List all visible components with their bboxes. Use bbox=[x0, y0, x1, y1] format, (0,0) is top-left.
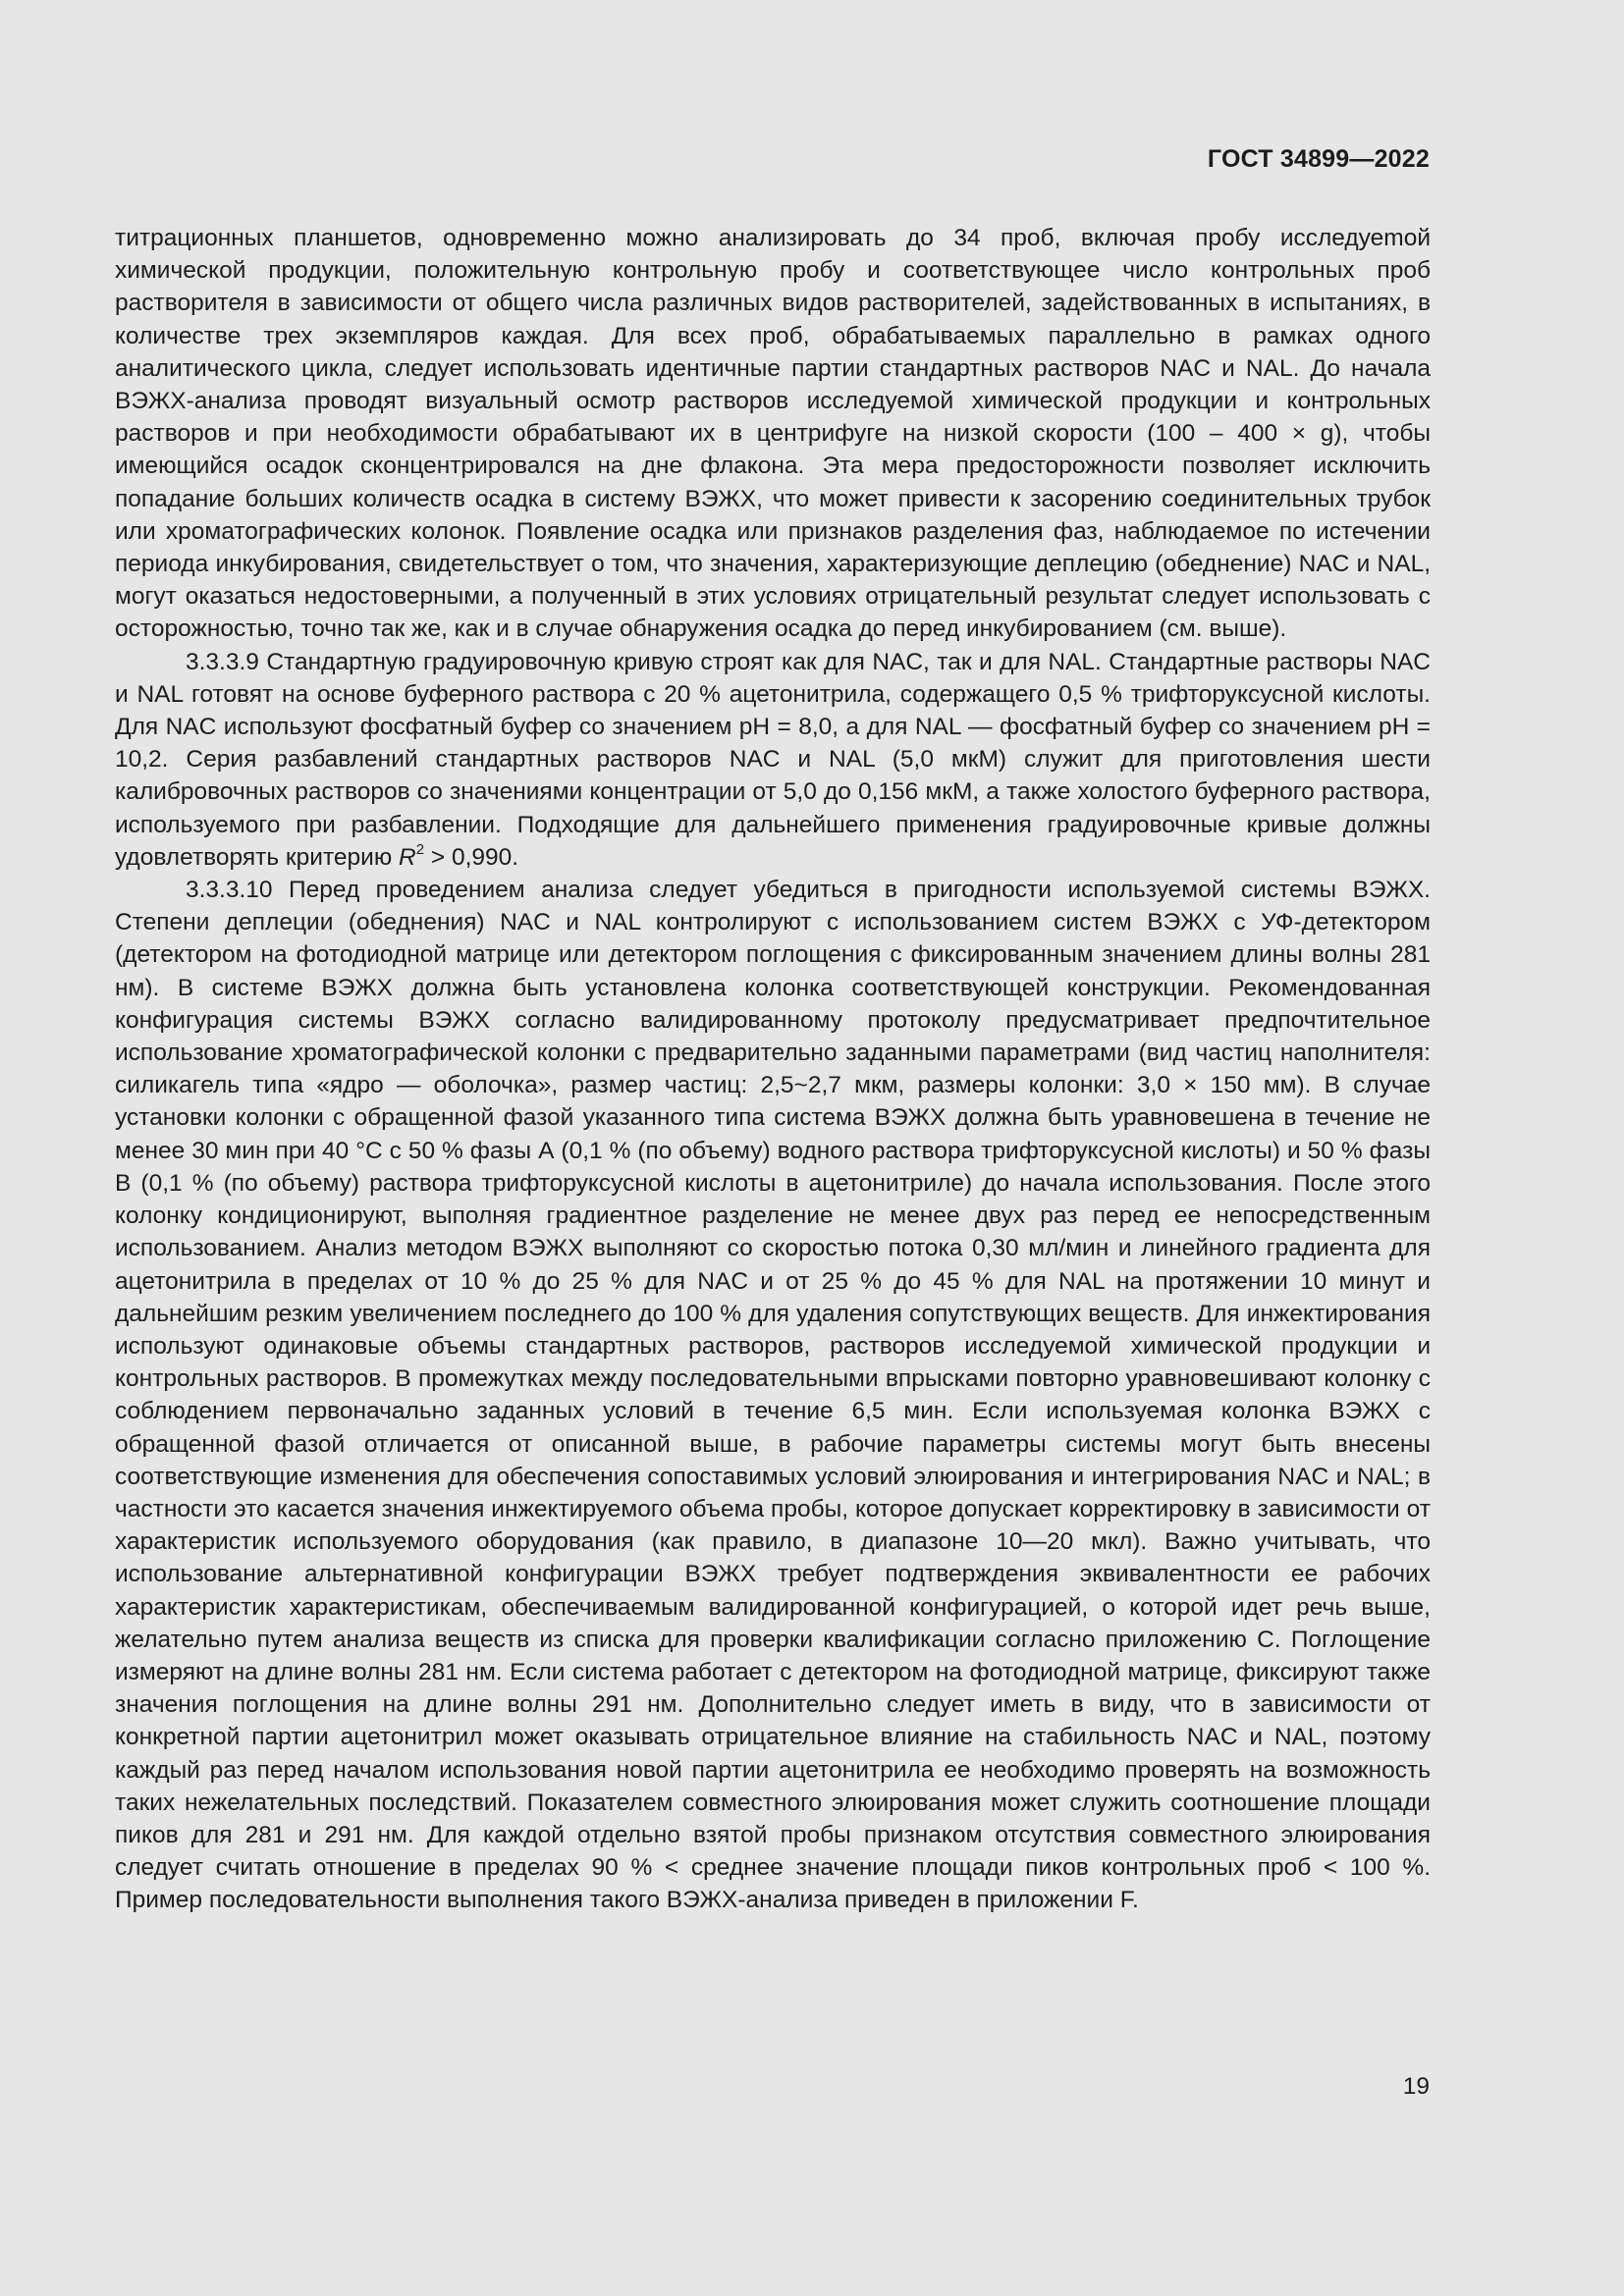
paragraph-3-3-3-10: 3.3.3.10 Перед проведением анализа следует убедиться в пригодности используемой системы ВЭЖХ. Степени деплеции (обеднения) NAC и NAL контролируют с использованием систем ВЭЖХ с УФ-детектором (детектором на фотодиодной матрице или детектором поглощения с фиксированным значением длины волны 281 нм). В системе ВЭЖХ должна быть установлена колонка соответствующей конструкции. Рекомендованная конфигурация системы ВЭЖХ согласно валидированному протоколу предусматривает предпочтительное использование хроматографической колонки с предварительно заданными параметрами (вид частиц наполнителя: силикагель типа «ядро — оболочка», размер частиц: 2,5~2,7 мкм, размеры колонки: 3,0 × 150 мм). В случае установки колонки с обращенной фазой указанного типа система ВЭЖХ должна быть уравновешена в течение не менее 30 мин при 40 °С с 50 % фазы А (0,1 % (по объему) водного раствора трифторуксусной кислоты) и 50 % фазы В (0,1 % (по объему) раствора трифторуксусной кислоты в ацетонитриле) до начала использования. После этого колонку кондиционируют, выполняя градиентное разделение не менее двух раз перед ее непосредственным использованием. Анализ методом ВЭЖХ выполняют со скоростью потока 0,30 мл/мин и линейного градиента для ацетонитрила в пределах от 10 % до 25 % для NAC и от 25 % до 45 % для NAL на протяжении 10 минут и дальнейшим резким увеличением последнего до 100 % для удаления сопутствующих веществ. Для инжектирования используют одинаковые объемы стандартных растворов, растворов исследуемой химической продукции и контрольных растворов. В промежутках между последовательными впрысками повторно уравновешивают колонку с соблюдением первоначально заданных условий в течение 6,5 мин. Если используемая колонка ВЭЖХ с обращенной фазой отличается от описанной выше, в рабочие параметры системы могут быть внесены соответствующие изменения для обеспечения сопоставимых условий элюирования и интегрирования NAC и NAL; в частности это касается значения инжектируемого объема пробы, которое допускает корректировку в зависимости от характеристик используемого оборудования (как правило, в диапазоне 10—20 мкл). Важно учитывать, что использование альтернативной конфигурации ВЭЖХ требует подтверждения эквивалентности ее рабочих характеристик характеристикам, обеспечиваемым валидированной конфигурацией, о которой идет речь выше, желательно путем анализа веществ из списка для проверки квалификации согласно приложению С. Поглощение измеряют на длине волны 281 нм. Если система работает с детектором на фотодиодной матрице, фиксируют также значения поглощения на длине волны 291 нм. Дополнительно следует иметь в виду, что в зависимости от конкретной партии ацетонитрил может оказывать отрицательное влияние на стабильность NAC и NAL, поэтому каждый раз перед началом использования новой партии ацетонитрила ее необходимо проверять на возможность таких нежелательных последствий. Показателем совместного элюирования может служить соотношение площади пиков для 281 и 291 нм. Для каждой отдельно взятой пробы признаком отсутствия совместного элюирования следует считать отношение в пределах 90 % < среднее значение площади пиков контрольных проб < 100 %. Пример последовательности выполнения такого ВЭЖХ-анализа приведен в приложении F. bbox=[115, 877, 1431, 1914]
document-body bbox=[115, 222, 1431, 1917]
paragraph-continuation: титрационных планшетов, одновременно можно анализировать до 34 проб, включая пробу исследуеmой химической продукции, положительную контрольную пробу и соответствующее число контрольных проб растворителя в зависимости от общего числа различных видов растворителей, задействованных в испытаниях, в количестве трех экземпляров каждая. Для всех проб, обрабатываемых параллельно в рамках одного аналитического цикла, следует использовать идентичные партии стандартных растворов NAC и NAL. До начала ВЭЖХ-анализа проводят визуальный осмотр растворов исследуемой химической продукции и контрольных растворов и при необходимости обрабатывают их в центрифуге на низкой скорости (100 – 400 × g), чтобы имеющийся осадок сконцентрировался на дне флакона. Эта мера предосторожности позволяет исключить попадание больших количеств осадка в систему ВЭЖХ, что может привести к засорению соединительных трубок или хроматографических колонок. Появление осадка или признаков разделения фаз, наблюдаемое по истечении периода инкубирования, свидетельствует о том, что значения, характеризующие деплецию (обеднение) NAC и NAL, могут оказаться недостоверными, а полученный в этих условиях отрицательный результат следует использовать с осторожностью, точно так же, как и в случае обнаружения осадка до перед инкубированием (см. выше). bbox=[115, 225, 1431, 643]
paragraph-3-3-3-9 bbox=[115, 646, 1431, 874]
r-squared-variable: R bbox=[399, 843, 416, 871]
document-id: ГОСТ 34899—2022 bbox=[1207, 145, 1430, 173]
page-number: 19 bbox=[1402, 2073, 1430, 2100]
paragraph-3-3-3-9-text: 3.3.3.9 Стандартную градуировочную кривую строят как для NAC, так и для NAL. Стандартные растворы NAC и NAL готовят на основе буферного раствора с 20 % ацетонитрила, содержащего 0,5 % трифторуксусной кислоты. Для NAC используют фосфатный буфер со значением pH = 8,0, а для NAL — фосфатный буфер со значением pH = 10,2. Серия разбавлений стандартных растворов NAC и NAL (5,0 мкМ) служит для приготовления шести калибровочных растворов со значениями концентрации от 5,0 до 0,156 мкМ, а также холостого буферного раствора, используемого при разбавлении. Подходящие для дальнейшего применения градуировочные кривые должны удовлетворять критерию bbox=[115, 648, 1431, 871]
r-squared-exponent: 2 bbox=[415, 840, 425, 858]
document-header bbox=[1208, 145, 1430, 174]
r-squared-threshold: > 0,990. bbox=[424, 843, 519, 871]
